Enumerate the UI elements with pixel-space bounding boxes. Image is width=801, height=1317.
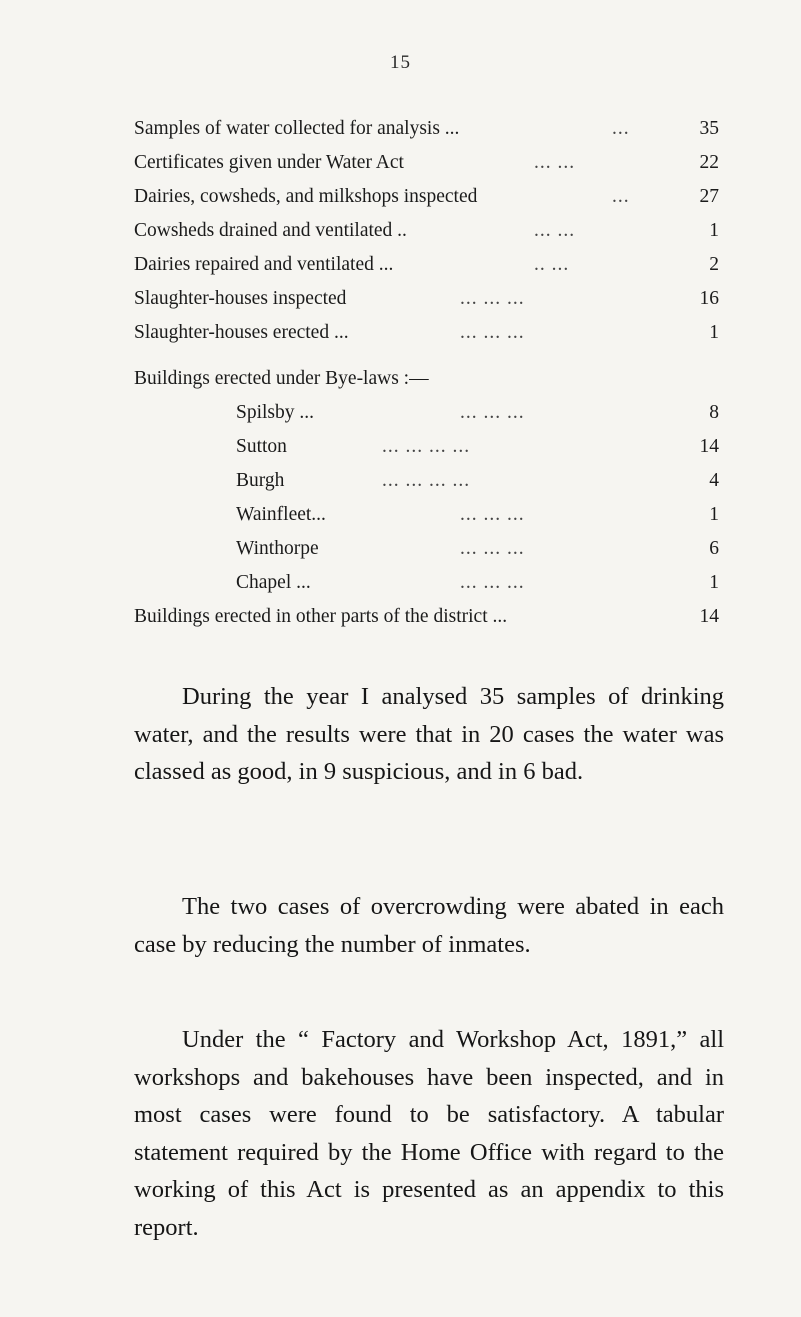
stat-label: Dairies repaired and ventilated ... [134,254,394,275]
place-label: Spilsby ... [236,402,315,423]
leader-dots: ... [612,186,630,207]
stat-value: 27 [699,186,719,207]
stat-row [134,146,719,180]
stat-row [134,248,719,282]
place-label: Chapel ... [236,572,311,593]
place-value: 8 [709,402,719,423]
leader-dots: ... ... ... [460,402,525,423]
bye-law-row [134,396,719,430]
place-value: 1 [709,572,719,593]
leader-dots: ... ... ... [460,538,525,559]
paragraph-text: Under the “ Factory and Workshop Act, 1891,” all workshops and bakehouses have been inspected, and in most cases were found to be satisfactory. A tabular statement required by the Home Office with regard to the working of this Act is presented as an appendix to this report. [134,1026,724,1241]
stat-value: 22 [699,152,719,173]
leader-dots: ... ... ... [460,322,525,343]
stat-row-other-parts [134,600,719,634]
stat-label: Slaughter-houses inspected [134,288,347,309]
stat-value: 16 [699,288,719,309]
bye-law-row [134,464,719,498]
stat-row [134,214,719,248]
paragraph-water-analysis [134,678,724,791]
leader-dots: ... ... [534,220,576,241]
leader-dots: ... ... ... [460,572,525,593]
stat-row [134,112,719,146]
leader-dots: ... ... ... ... [382,436,471,457]
bye-laws-heading: Buildings erected under Bye-laws :— [134,368,429,389]
place-value: 1 [709,504,719,525]
bye-law-row [134,498,719,532]
leader-dots: ... ... ... ... [382,470,471,491]
stat-value: 1 [709,220,719,241]
leader-dots: ... [612,118,630,139]
bye-law-row [134,532,719,566]
bye-law-row [134,566,719,600]
bye-law-row [134,430,719,464]
stat-value: 1 [709,322,719,343]
place-label: Wainfleet... [236,504,326,525]
stat-row [134,180,719,214]
place-label: Burgh [236,470,285,491]
place-value: 4 [709,470,719,491]
stat-label: Slaughter-houses erected ... [134,322,349,343]
stat-label: Dairies, cowsheds, and milkshops inspected [134,186,478,207]
leader-dots: ... ... ... [460,288,525,309]
statistics-table [134,112,719,634]
stat-value: 14 [699,606,719,627]
place-value: 6 [709,538,719,559]
stat-value: 35 [699,118,719,139]
stat-label: Buildings erected in other parts of the district ... [134,606,508,627]
leader-dots: ... ... ... [460,504,525,525]
paragraph-overcrowding [134,888,724,963]
stat-label: Cowsheds drained and ventilated .. [134,220,407,241]
place-value: 14 [699,436,719,457]
leader-dots: .. ... [534,254,570,275]
place-label: Winthorpe [236,538,319,559]
paragraph-text: During the year I analysed 35 samples of drinking water, and the results were that in 20 cases the water was classed as good, in 9 suspicious, and in 6 bad. [134,683,724,785]
page-number: 15 [390,52,411,73]
paragraph-factory-act [134,1021,724,1246]
place-label: Sutton [236,436,287,457]
stat-label: Certificates given under Water Act [134,152,404,173]
stat-row [134,282,719,316]
stat-row [134,316,719,350]
stat-label: Samples of water collected for analysis ... [134,118,460,139]
stat-value: 2 [709,254,719,275]
leader-dots: ... ... [534,152,576,173]
paragraph-text: The two cases of overcrowding were abated in each case by reducing the number of inmates. [134,893,724,958]
